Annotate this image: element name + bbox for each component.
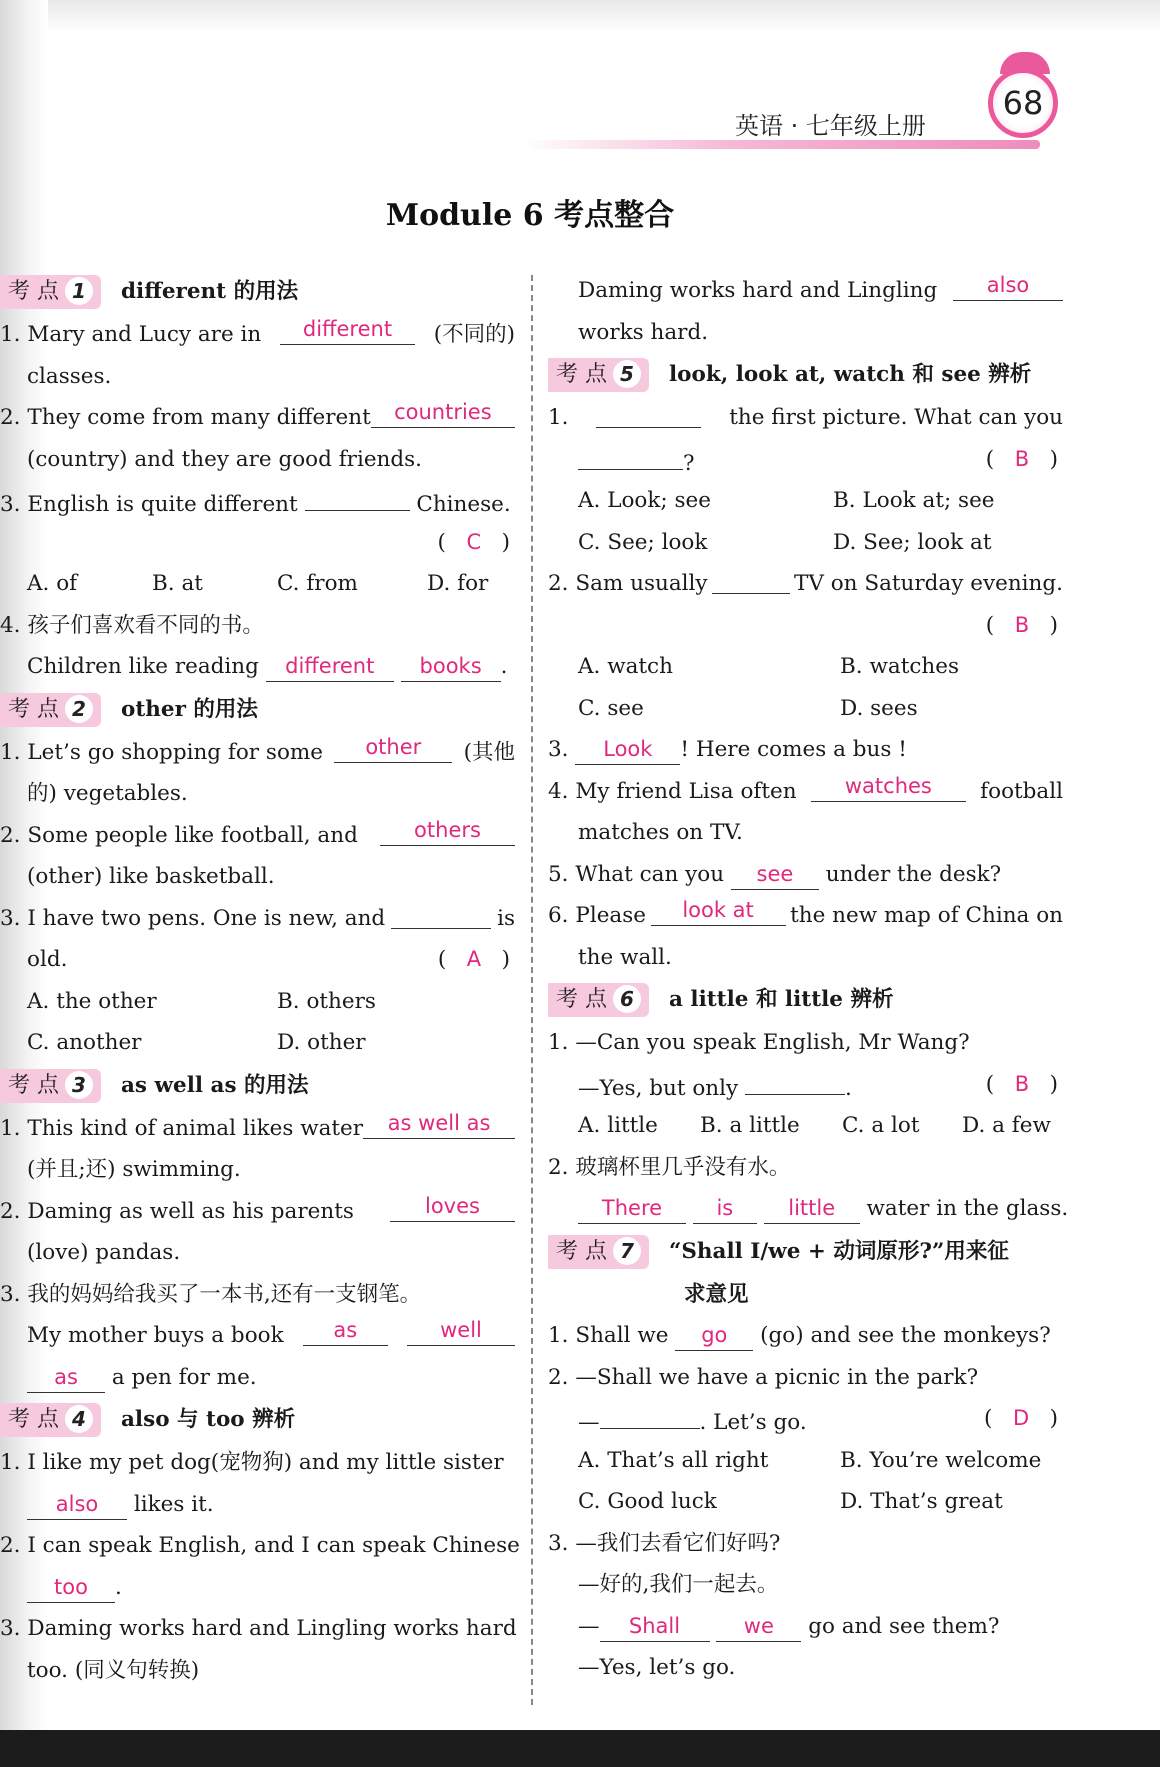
question-line: 3. I have two pens. One is new, and is — [0, 898, 515, 940]
section-title-cont: 求意见 — [684, 1281, 749, 1307]
question-line: 1. the first picture. What can you — [548, 397, 1063, 439]
column-divider — [531, 275, 533, 1705]
question-line: —好的,我们一起去。 — [578, 1572, 779, 1597]
question-line: (other) like basketball. — [27, 864, 275, 889]
question-line: 4. 孩子们喜欢看不同的书。 — [0, 612, 264, 638]
options-line: A. watch B. watches — [578, 654, 959, 679]
question-line: 3. English is quite different Chinese. — [0, 480, 515, 522]
question-line: 2. They come from many different countries — [0, 397, 515, 439]
options-line: A. That’s all right B. You’re welcome — [578, 1447, 1042, 1473]
question-line: 3. Look ! Here comes a bus ! — [548, 729, 1063, 771]
question-line: works hard. — [578, 319, 709, 345]
header-bar — [520, 140, 1040, 149]
question-line: the wall. — [578, 944, 672, 970]
question-line: also likes it. — [0, 1484, 515, 1526]
question-line: My mother buys a book as well — [0, 1315, 515, 1357]
question-line: —Yes, let’s go. — [578, 1655, 736, 1680]
section-header: 考 点 7 “Shall I/we + 动词原形?”用来征 — [548, 1230, 1063, 1274]
question-line: 3. —我们去看它们好吗? — [548, 1530, 781, 1556]
question-line: —Yes, but only . ( B ) — [548, 1064, 1063, 1106]
question-line: 的) vegetables. — [27, 781, 188, 806]
question-line: Daming works hard and Lingling also — [548, 270, 1063, 312]
question-line: Children like reading different books . — [0, 646, 515, 688]
question-line: too . — [0, 1567, 515, 1609]
question-line: 2. Sam usually TV on Saturday evening. — [548, 563, 1063, 605]
options-line: A. of B. at C. from D. for — [27, 571, 489, 596]
question-line: — . Let’s go. ( D ) — [548, 1398, 1063, 1440]
page-title: Module 6 考点整合 — [385, 198, 675, 233]
question-line: 2. Daming as well as his parents loves — [0, 1191, 515, 1233]
question-line: matches on TV. — [578, 820, 743, 845]
question-line: 1. —Can you speak English, Mr Wang? — [548, 1030, 970, 1055]
options-line: C. See; look D. See; look at — [578, 529, 992, 555]
question-line: (country) and they are good friends. — [27, 446, 423, 472]
section-tag: 考 点 6 — [548, 983, 649, 1017]
question-line: too. (同义句转换) — [27, 1657, 200, 1683]
question-line: ? ( B ) — [548, 439, 1063, 481]
section-header: 考 点 6 a little 和 little 辨析 — [548, 978, 1063, 1022]
left-column — [0, 270, 520, 1691]
question-line: 3. 我的妈妈给我买了一本书,还有一支钢笔。 — [0, 1281, 422, 1307]
question-line: 1. I like my pet dog(宠物狗) and my little sister — [0, 1450, 504, 1475]
section-header: 考 点 2 other 的用法 — [0, 688, 515, 732]
section-tag: 考 点 2 — [0, 693, 101, 727]
answer-line: ( C ) — [437, 529, 510, 555]
question-line: 4. My friend Lisa often watches football — [548, 771, 1063, 813]
book-title: 英语 · 七年级上册 — [735, 112, 926, 140]
section-tag: 考 点 1 — [0, 275, 101, 309]
question-line: 6. Please look at the new map of China on — [548, 895, 1063, 937]
section-header: 考 点 4 also 与 too 辨析 — [0, 1398, 515, 1442]
question-line: 2. —Shall we have a picnic in the park? — [548, 1364, 979, 1390]
question-line: (love) pandas. — [27, 1240, 181, 1265]
question-line: 2. Some people like football, and others — [0, 815, 515, 857]
question-line: 5. What can you see under the desk? — [548, 854, 1063, 896]
options-line: A. Look; see B. Look at; see — [578, 488, 995, 513]
question-line: 3. Daming works hard and Lingling works hard — [0, 1616, 517, 1641]
options-line: C. see D. sees — [578, 695, 918, 721]
question-line: There is little water in the glass. — [548, 1188, 1063, 1230]
section-tag: 考 点 3 — [0, 1069, 101, 1103]
question-line: 1. Let’s go shopping for some other (其他 — [0, 732, 515, 774]
question-line: — Shall we go and see them? — [548, 1606, 1063, 1648]
question-line: 1. Shall we go (go) and see the monkeys? — [548, 1315, 1063, 1357]
section-tag: 考 点 5 — [548, 358, 649, 392]
question-line: (并且;还) swimming. — [27, 1157, 241, 1182]
question-line: old. ( A ) — [27, 947, 510, 972]
options-line: C. another D. other — [27, 1030, 366, 1055]
section-header: 考 点 1 different 的用法 — [0, 270, 515, 314]
question-line: 1. Mary and Lucy are in different (不同的) — [0, 314, 515, 356]
question-line: 1. This kind of animal likes water as well as — [0, 1108, 515, 1150]
question-line: as a pen for me. — [0, 1357, 515, 1399]
top-edge — [0, 0, 1160, 32]
answer-line: ( B ) — [985, 612, 1058, 638]
section-header: 考 点 3 as well as 的用法 — [0, 1064, 515, 1108]
options-line: A. the other B. others — [27, 988, 376, 1014]
section-tag: 考 点 7 — [548, 1235, 649, 1269]
options-line: A. little B. a little C. a lot D. a few — [578, 1113, 1051, 1138]
options-line: C. Good luck D. That’s great — [578, 1489, 1003, 1514]
question-line: classes. — [27, 363, 112, 389]
bottom-edge — [0, 1730, 1160, 1767]
section-tag: 考 点 4 — [0, 1403, 101, 1437]
page-number: 68 — [988, 68, 1058, 138]
question-line: 2. 玻璃杯里几乎没有水。 — [548, 1154, 791, 1180]
right-column — [548, 270, 1069, 1689]
question-line: 2. I can speak English, and I can speak Chinese — [0, 1533, 520, 1558]
section-header: 考 点 5 look, look at, watch 和 see 辨析 — [548, 353, 1063, 397]
